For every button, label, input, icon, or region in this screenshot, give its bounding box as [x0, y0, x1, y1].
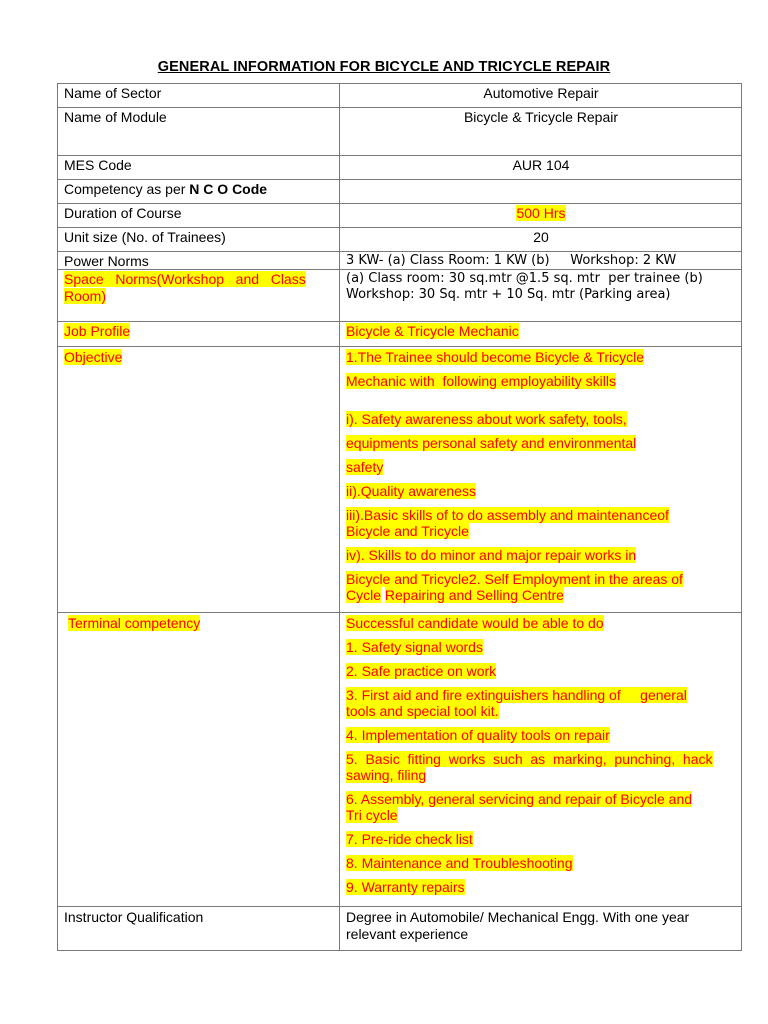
- mes-code-value: AUR 104: [340, 156, 742, 180]
- duration-value: 500 Hrs: [516, 205, 566, 221]
- competency-text: 4. Implementation of quality tools on repair: [346, 727, 610, 743]
- nco-code-label: [58, 180, 340, 204]
- competency-line: [346, 751, 736, 767]
- power-norms-value: 3 KW- (a) Class Room: 1 KW (b) Workshop: 2 KW: [340, 252, 742, 270]
- table-row: [58, 84, 742, 108]
- objective-value: [340, 347, 742, 613]
- competency-line: [346, 807, 736, 823]
- space-norms-label-line1: Space Norms(Workshop and Class: [64, 271, 306, 287]
- competency-text: 3. First aid and fire extinguishers handling of general: [346, 687, 687, 703]
- competency-text: 6. Assembly, general servicing and repair of Bicycle and: [346, 791, 693, 807]
- space-norms-value-line2: Workshop: 30 Sq. mtr + 10 Sq. mtr (Parking area): [346, 287, 671, 302]
- competency-text: Successful candidate would be able to do: [346, 615, 604, 631]
- sector-label: Name of Sector: [58, 84, 340, 108]
- competency-text: 5. Basic fitting works such as marking, punching, hack: [346, 751, 713, 767]
- table-row: [58, 347, 742, 613]
- competency-line: [346, 687, 736, 703]
- objective-text: ii).Quality awareness: [346, 483, 476, 499]
- objective-text: i). Safety awareness about work safety, tools,: [346, 411, 627, 427]
- competency-text: 8. Maintenance and Troubleshooting: [346, 855, 573, 871]
- competency-line: [346, 879, 736, 895]
- duration-cell: [340, 204, 742, 228]
- competency-text: 2. Safe practice on work: [346, 663, 497, 679]
- table-row: [58, 613, 742, 907]
- competency-text: Tri cycle: [346, 807, 398, 823]
- space-norms-value: [340, 270, 742, 322]
- sector-value: Automotive Repair: [340, 84, 742, 108]
- competency-line: [346, 855, 736, 871]
- competency-text: 7. Pre-ride check list: [346, 831, 473, 847]
- objective-line: [346, 373, 736, 389]
- instructor-line2: relevant experience: [346, 926, 469, 942]
- nco-label-bold: N C O Code: [189, 181, 268, 197]
- objective-text: equipments personal safety and environmental: [346, 435, 637, 451]
- space-norms-label-line2: Room): [64, 288, 107, 304]
- objective-line: [346, 411, 736, 427]
- unit-size-value: 20: [340, 228, 742, 252]
- objective-line: [346, 587, 736, 603]
- objective-text: 1.The Trainee should become Bicycle & Tricycle: [346, 349, 645, 365]
- objective-line: [346, 483, 736, 499]
- unit-size-label: Unit size (No. of Trainees): [58, 228, 340, 252]
- competency-line: [346, 791, 736, 807]
- objective-text: Repairing and Selling Centre: [384, 587, 564, 603]
- objective-label: [58, 347, 340, 613]
- instructor-qualification-value: [340, 907, 742, 951]
- objective-text: safety: [346, 459, 384, 475]
- competency-text: 9. Warranty repairs: [346, 879, 465, 895]
- instructor-qualification-label: Instructor Qualification: [58, 907, 340, 951]
- info-table: [57, 83, 742, 951]
- competency-line: [346, 663, 736, 679]
- competency-line: [346, 727, 736, 743]
- terminal-competency-label-text: Terminal competency: [68, 615, 201, 631]
- power-norms-label: Power Norms: [58, 252, 340, 270]
- job-profile-label: [58, 322, 340, 347]
- table-row: [58, 907, 742, 951]
- objective-text: Mechanic with following employability skills: [346, 373, 616, 389]
- module-value: Bicycle & Tricycle Repair: [340, 108, 742, 156]
- space-norms-value-line1: (a) Class room: 30 sq.mtr @1.5 sq. mtr per trainee (b): [346, 271, 703, 286]
- instructor-line1: Degree in Automobile/ Mechanical Engg. With one year: [346, 909, 690, 925]
- competency-line: [346, 615, 736, 631]
- table-row: [58, 228, 742, 252]
- objective-label-text: Objective: [64, 349, 123, 365]
- terminal-competency-label: [58, 613, 340, 907]
- nco-label-prefix: Competency as per: [64, 181, 190, 197]
- job-profile-label-text: Job Profile: [64, 323, 131, 339]
- competency-line: [346, 639, 736, 655]
- competency-text: sawing, filing: [346, 767, 427, 783]
- table-row: [58, 204, 742, 228]
- objective-line: [346, 571, 736, 587]
- table-row: [58, 180, 742, 204]
- objective-line: [346, 547, 736, 563]
- nco-code-value: [340, 180, 742, 204]
- objective-text: Cycle: [346, 587, 382, 603]
- table-row: [58, 252, 742, 270]
- competency-text: tools and special tool kit.: [346, 703, 499, 719]
- page-title: GENERAL INFORMATION FOR BICYCLE AND TRICYCLE REPAIR: [157, 59, 611, 75]
- objective-line: [346, 435, 736, 451]
- objective-text: Bicycle and Tricycle: [346, 523, 469, 539]
- job-profile-value-text: Bicycle & Tricycle Mechanic: [346, 323, 519, 339]
- objective-line: [346, 523, 736, 539]
- objective-line: [346, 507, 736, 523]
- objective-text: iv). Skills to do minor and major repair works in: [346, 547, 637, 563]
- table-row: [58, 108, 742, 156]
- mes-code-label: MES Code: [58, 156, 340, 180]
- job-profile-value: [340, 322, 742, 347]
- objective-text: Bicycle and Tricycle2. Self Employment in the areas of: [346, 571, 683, 587]
- table-row: [58, 156, 742, 180]
- terminal-competency-value: [340, 613, 742, 907]
- objective-line: [346, 459, 736, 475]
- module-label: Name of Module: [58, 108, 340, 156]
- table-row: [58, 322, 742, 347]
- competency-text: 1. Safety signal words: [346, 639, 483, 655]
- competency-line: [346, 767, 736, 783]
- spacer: [346, 397, 736, 411]
- competency-line: [346, 831, 736, 847]
- duration-label: Duration of Course: [58, 204, 340, 228]
- space-norms-label: [58, 270, 340, 322]
- competency-line: [346, 703, 736, 719]
- table-row: [58, 270, 742, 322]
- objective-line: [346, 349, 736, 365]
- objective-text: iii).Basic skills of to do assembly and maintenanceof: [346, 507, 669, 523]
